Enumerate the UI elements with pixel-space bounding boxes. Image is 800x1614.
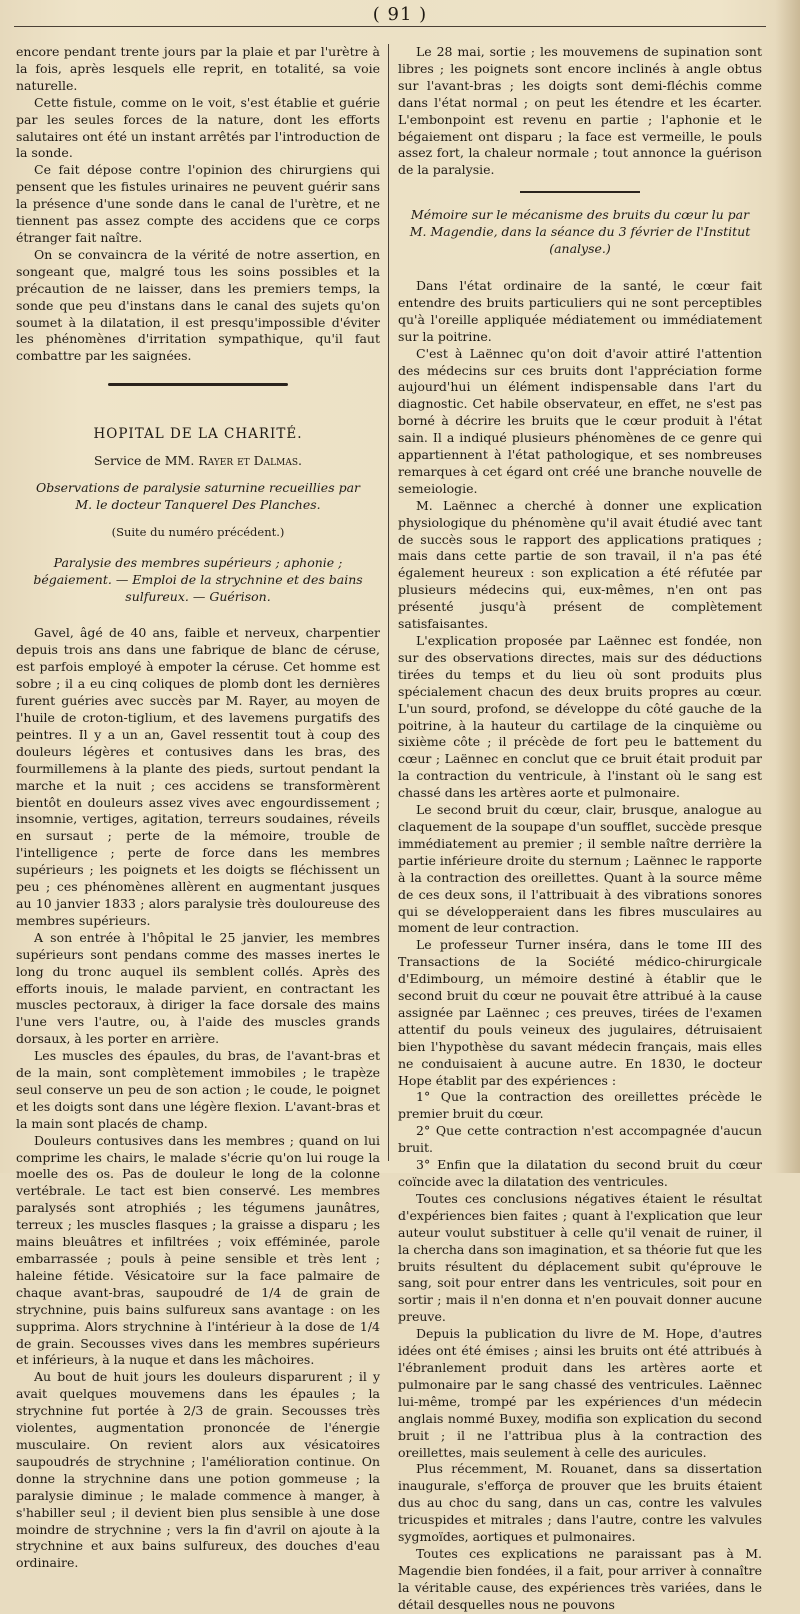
section-divider (108, 383, 288, 386)
memoire-title: Mémoire sur le mécanisme des bruits du cœur lu par M. Magendie, dans la séance du 3 février de l'Institut (analyse.) (409, 207, 751, 257)
paragraph: Plus récemment, M. Rouanet, dans sa dissertation inaugurale, s'efforça de prouver que les bruits étaient dus au choc du sang, dans un cas, contre les valvules tricuspides et mitrales ; dans l'autre, contre les valvules sygmoïdes, aortiques et pulmonaires. (398, 1461, 762, 1545)
continuation-note: (Suite du numéro précédent.) (111, 524, 285, 539)
list-item: 2° Que cette contraction n'est accompagnée d'aucun bruit. (398, 1123, 762, 1156)
paragraph: Ce fait dépose contre l'opinion des chirurgiens qui pensent que les fistules urinaires ne peuvent guérir sans la présence d'une sonde dans le canal de l'urètre, et ne tiennent pas assez compte des accidens que ce corps étranger fait naître. (16, 162, 380, 245)
paragraph: Le second bruit du cœur, clair, brusque, analogue au claquement de la soupape d'un soufflet, succède presque immédiatement au premier ; il semble naître derrière la partie inférieure droite du sternum ; Laënnec le rapporte à la contraction des oreillettes. Quant à la source même de ces deux sons, il l'attribuait à des vibrations sonores qui se développeraient dans les fibres musculaires au moment de leur contraction. (398, 802, 762, 936)
service-prefix: Service de MM. (93, 453, 199, 469)
left-column (16, 44, 380, 1571)
paragraph: Le professeur Turner inséra, dans le tome III des Transactions de la Société médico-chirurgicale d'Edimbourg, un mémoire destiné à établir que le second bruit du cœur ne pouvait être attribué à la cause assignée par Laënnec ; ces preuves, tirées de l'examen attentif du pouls veineux des jugulaires, détruisaient bien l'hypothèse du savant médecin français, mais elles ne conduisaient à aucune autre. En 1830, le docteur Hope établit par des expériences : (398, 937, 762, 1088)
observation-title: Observations de paralysie saturnine recueillies par M. le docteur Tanquerel Des Planches. (35, 480, 361, 512)
paragraph: Au bout de huit jours les douleurs disparurent ; il y avait quelques mouvemens dans les épaules ; la strychnine fut portée à 2/3 de grain. Secousses très violentes, augmentation prononcée de l'énergie musculaire. On revient alors aux vésicatoires saupoudrés de strychnine ; l'amélioration continue. On donne la strychnine dans une potion gommeuse ; la paralysie diminue ; le malade commence à manger, à s'habiller seul ; il devient bien plus sensible à une dose moindre de strychnine ; vers la fin d'avril on ajoute à la strychnine et aux bains sulfureux, des douches d'eau ordinaire. (16, 1369, 380, 1571)
paragraph: encore pendant trente jours par la plaie et par l'urètre à la fois, après lesquels elle reprit, en totalité, sa voie naturelle. (16, 44, 380, 93)
page-number: ( 91 ) (372, 4, 428, 25)
right-column (398, 44, 763, 1612)
paragraph: C'est à Laënnec qu'on doit d'avoir attiré l'attention des médecins sur ces bruits dont l'appréciation forme aujourd'hui un élément indispensable dans l'art du diagnostic. Cet habile observateur, en effet, ne s'est pas borné à décrire les bruits que le cœur produit à l'état sain. Il a indiqué plusieurs phénomènes de ce genre qui appartiennent à l'état pathologique, et ses nombreuses remarques à cet égard ont créé une branche nouvelle de semeiologie. (398, 345, 762, 496)
paragraph: Toutes ces explications ne paraissant pas à M. Magendie bien fondées, il a fait, pour arriver à connaître la véritable cause, des expériences très variées, dans le détail desquelles nous ne pouvons (398, 1545, 762, 1612)
paragraph: L'explication proposée par Laënnec est fondée, non sur des observations directes, mais sur des déductions tirées du temps et du lieu où sont produits plus spécialement chacun des deux bruits propres au cœur. L'un sourd, profond, se développe du côté gauche de la poitrine, à la hauteur du cartilage de la cinquième ou sixième côte ; il précède de fort peu le battement du cœur ; Laënnec en conclut que ce bruit était produit par la contraction du ventricule, à l'instant où le sang est chassé dans les artères aorte et pulmonaire. (398, 633, 762, 801)
paragraph: Gavel, âgé de 40 ans, faible et nerveux, charpentier depuis trois ans dans une fabrique de blanc de céruse, est parfois employé à empoter la céruse. Cet homme est sobre ; il a eu cinq coliques de plomb dont les dernières furent guéries avec succès par M. Rayer, au moyen de l'huile de croton-tiglium, et des lavemens purgatifs des peintres. Il y a un an, Gavel ressentit tout à coup des douleurs légères et contusives dans les bras, des fourmillemens à la plante des pieds, surtout pendant la marche et la nuit ; ces accidens se transformèrent bientôt en douleurs assez vives avec engourdissement ; insomnie, vertiges, agitation, terreurs soudaines, réveils en sursaut ; perte de la mémoire, trouble de l'intelligence ; perte de force dans les membres supérieurs ; les poignets et les doigts se fléchissent un peu ; ces phénomènes allèrent en augmentant jusques au 10 janvier 1833 ; alors paralysie très douloureuse des membres supérieurs. (16, 625, 380, 928)
service-heading (16, 453, 380, 470)
hospital-heading: HOPITAL DE LA CHARITÉ. (93, 426, 303, 443)
paragraph: Depuis la publication du livre de M. Hope, d'autres idées ont été émises ; ainsi les bruits ont été attribués à l'ébranlement produit dans les artères aorte et pulmonaire par le sang chassé des ventricules. Laënnec lui-même, trompé par les expériences d'un médecin anglais nommé Buxey, modifia son explication du second bruit ; il ne l'attribua plus à la contraction des oreillettes, mais seulement à celle des auricules. (398, 1326, 762, 1460)
paragraph: A son entrée à l'hôpital le 25 janvier, les membres supérieurs sont pendans comme des masses inertes le long du tronc auquel ils semblent collés. Après des efforts inouis, le malade parvient, en contractant les muscles pectoraux, à diriger la face dorsale des mains l'une vers l'autre, ou, à l'aide des muscles grands dorsaux, à les porter en arrière. (16, 929, 380, 1047)
article-divider (520, 191, 640, 193)
list-item: 1° Que la contraction des oreillettes précède le premier bruit du cœur. (398, 1089, 762, 1122)
service-names: Rayer et Dalmas. (198, 453, 302, 469)
paragraph: Le 28 mai, sortie ; les mouvemens de supination sont libres ; les poignets sont encore inclinés à angle obtus sur l'avant-bras ; les doigts sont demi-fléchis comme dans l'état normal ; on peut les étendre et les écarter. L'embonpoint est revenu en partie ; l'aphonie et le bégaiement ont disparu ; la face est vermeille, le pouls assez fort, la chaleur normale ; tout annonce la guérison de la paralysie. (398, 44, 762, 178)
page-edge (776, 0, 800, 1173)
paragraph: Douleurs contusives dans les membres ; quand on lui comprime les chairs, le malade s'écrie qu'on lui rouge la moelle des os. Pas de douleur le long de la colonne vertébrale. Le tact est bien conservé. Les membres paralysés sont atrophiés ; les tégumens jaunâtres, terreux ; les muscles flasques ; la graisse a disparu ; les mains bleuâtres et infiltrées ; voix efféminée, parole embarrassée ; pouls à peine sensible et très lent ; haleine fétide. Vésicatoire sur la face palmaire de chaque avant-bras, saupoudré de 1/4 de grain de strychnine, puis bains sulfureux sans avantage : on les supprima. Alors strychnine à l'intérieur à la dose de 1/4 de grain. Secousses vives dans les membres supérieurs et inférieurs, à la nuque et dans les mâchoires. (16, 1132, 380, 1368)
paragraph: Cette fistule, comme on le voit, s'est établie et guérie par les seules forces de la nature, dont les efforts salutaires ont été un instant arrêtés par l'introduction de la sonde. (16, 94, 380, 161)
list-item: 3° Enfin que la dilatation du second bruit du cœur coïncide avec la dilatation des ventricules. (398, 1157, 762, 1189)
paragraph: On se convaincra de la vérité de notre assertion, en songeant que, malgré tous les soins possibles et la précaution de ne laisser, dans les premiers temps, la sonde que peu d'instans dans le canal des sujets qu'on soumet à la dilatation, il est presqu'impossible d'éviter les phénomènes d'irritation sympathique, qu'il faut combattre par les saignées. (16, 246, 380, 364)
case-title: Paralysie des membres supérieurs ; aphonie ; bégaiement. — Emploi de la strychnine et des bains sulfureux. — Guérison. (33, 554, 363, 604)
header-rule (14, 26, 766, 27)
column-rule (388, 44, 389, 1161)
paragraph: Toutes ces conclusions négatives étaient le résultat d'expériences bien faites ; quant à l'explication que leur auteur voulut substituer à celle qu'il venait de ruiner, il la chercha dans son imagination, et sa théorie fut que les bruits résultent du déplacement subit qu'éprouve le sang, soit pour entrer dans les ventricules, soit pour en sortir ; mais il n'en donna et n'en pouvait donner aucune preuve. (398, 1190, 763, 1325)
paragraph: M. Laënnec a cherché à donner une explication physiologique du phénomène qu'il avait étudié avec tant de succès sous le rapport des applications pratiques ; mais dans cette partie de son travail, il n'a pas été également heureux : son explication a été réfutée par plusieurs médecins qui, eux-mêmes, n'en ont pas présenté jusqu'à présent de complètement satisfaisantes. (398, 497, 762, 632)
paragraph: Dans l'état ordinaire de la santé, le cœur fait entendre des bruits particuliers qui ne sont perceptibles qu'à l'oreille appliquée médiatement ou immédiatement sur la poitrine. (398, 277, 762, 344)
paragraph: Les muscles des épaules, du bras, de l'avant-bras et de la main, sont complètement immobiles ; le trapèze seul conserve un peu de son action ; le coude, le poignet et les doigts sont dans une légère flexion. L'avant-bras et la main sont placés de champ. (16, 1048, 380, 1131)
